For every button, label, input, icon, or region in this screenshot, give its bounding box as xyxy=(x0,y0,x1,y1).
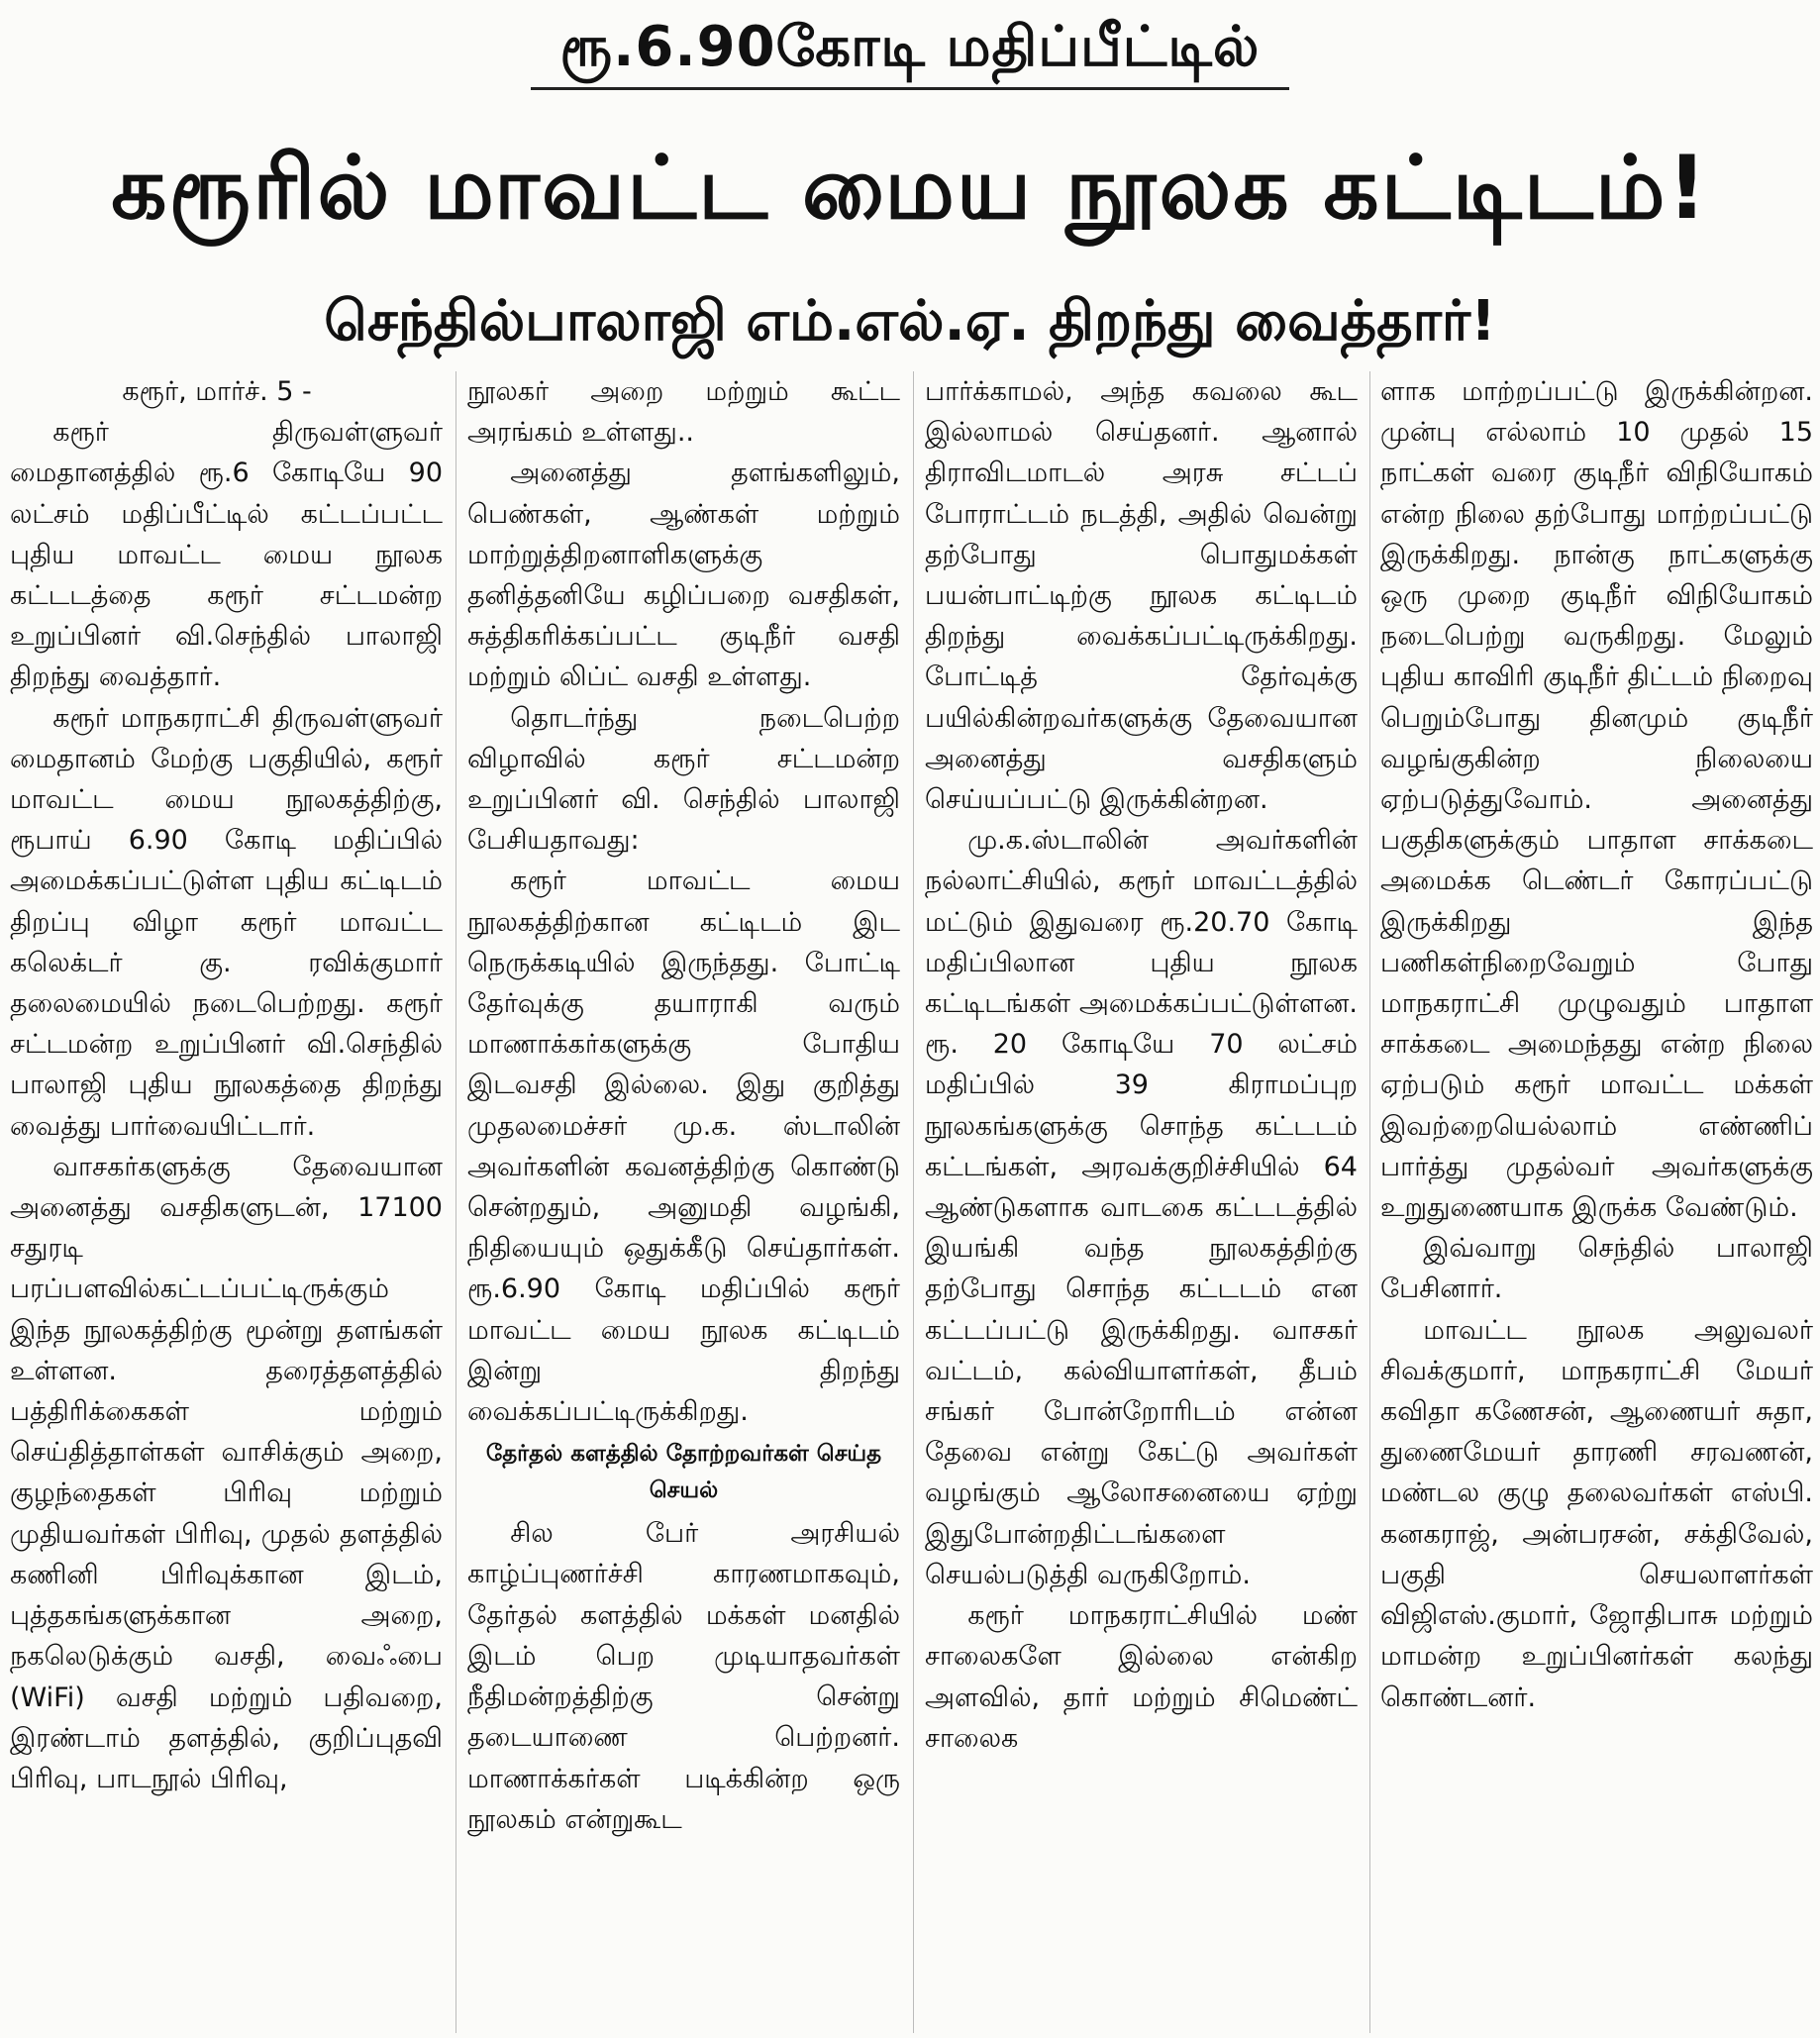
paragraph: தொடர்ந்து நடைபெற்ற விழாவில் கரூர் சட்டமன்ற உறுப்பினர் வி. செந்தில் பாலாஜி பேசியதாவது: xyxy=(467,702,900,857)
subheadline: செந்தில்பாலாஜி எம்.எல்.ஏ. திறந்து வைத்தார்! xyxy=(324,289,1496,354)
paragraph: கரூர் மாவட்ட மைய நூலகத்திற்கான கட்டிடம் இட நெருக்கடியில் இருந்தது. போட்டி தேர்வுக்கு தயாராகி வரும் மாணாக்கர்களுக்கு போதிய இடவசதி இல்லை. இது குறித்து முதலமைச்சர் மு.க. ஸ்டாலின் அவர்களின் கவனத்திற்கு கொண்டு சென்றதும், அனுமதி வழங்கி, நிதியையும் ஒதுக்கீடு செய்தார்கள். ரூ.6.90 கோடி மதிப்பில் கரூர் மாவட்ட மைய நூலக கட்டிடம் இன்று திறந்து வைக்கப்பட்டிருக்கிறது. xyxy=(467,866,900,1428)
paragraph: கரூர் மாநகராட்சி திருவள்ளுவர் மைதானம் மேற்கு பகுதியில், கரூர் மாவட்ட மைய நூலகத்திற்கு, ரூபாய் 6.90 கோடி மதிப்பில் அமைக்கப்பட்டுள்ள புதிய கட்டிடம் திறப்பு விழா கரூர் மாவட்ட கலெக்டர் கு. ரவிக்குமார் தலைமையில் நடைபெற்றது. கரூர் சட்டமன்ற உறுப்பினர் வி.செந்தில் பாலாஜி புதிய நூலகத்தை திறந்து வைத்து பார்வையிட்டார். xyxy=(10,702,443,1142)
article-body xyxy=(10,371,1813,2033)
paragraph: நூலகர் அறை மற்றும் கூட்ட அரங்கம் உள்ளது.. xyxy=(467,376,900,449)
kicker-text: ரூ.6.90கோடி மதிப்பீட்டில் xyxy=(531,8,1290,90)
paragraph: சில பேர் அரசியல் காழ்ப்புணர்ச்சி காரணமாகவும், தேர்தல் களத்தில் மக்கள் மனதில் இடம் பெற முடியாதவர்கள் நீதிமன்றத்திற்கு சென்று தடையாணை பெற்றனர். மாணாக்கர்கள் படிக்கின்ற ஒரு நூலகம் என்றுகூட xyxy=(467,1518,900,1835)
dateline: கரூர், மார்ச். 5 - xyxy=(122,376,312,407)
paragraph: அனைத்து தளங்களிலும், பெண்கள், ஆண்கள் மற்றும் மாற்றுத்திறனாளிகளுக்கு தனித்தனியே கழிப்பறை வசதிகள், சுத்திகரிக்கப்பட்ட குடிநீர் வசதி மற்றும் லிப்ட் வசதி உள்ளது. xyxy=(467,458,900,693)
paragraph: வாசகர்களுக்கு தேவையான அனைத்து வசதிகளுடன், 17100 சதுரடி பரப்பளவில்கட்டப்பட்டிருக்கும் இந்த நூலகத்திற்கு மூன்று தளங்கள் உள்ளன. தரைத்தளத்தில் பத்திரிக்கைகள் மற்றும் செய்தித்தாள்கள் வாசிக்கும் அறை, குழந்தைகள் பிரிவு மற்றும் முதியவர்கள் பிரிவு, முதல் தளத்தில் கணினி பிரிவுக்கான இடம், புத்தகங்களுக்கான அறை, நகலெடுக்கும் வசதி, வைஃபை (WiFi) வசதி மற்றும் பதிவறை, இரண்டாம் தளத்தில், குறிப்புதவி பிரிவு, பாடநூல் பிரிவு, xyxy=(10,1151,443,1794)
paragraph: கரூர் திருவள்ளுவர் மைதானத்தில் ரூ.6 கோடியே 90 லட்சம் மதிப்பீட்டில் கட்டப்பட்ட புதிய மாவட்ட மைய நூலக கட்டடத்தை கரூர் சட்டமன்ற உறுப்பினர் வி.செந்தில் பாலாஜி திறந்து வைத்தார். xyxy=(10,417,443,693)
paragraph: கரூர் மாநகராட்சியில் மண் சாலைகளே இல்லை என்கிற அளவில், தார் மற்றும் சிமெண்ட் சாலைக xyxy=(925,1600,1358,1754)
column-2 xyxy=(467,371,900,2033)
paragraph: பார்க்காமல், அந்த கவலை கூட இல்லாமல் செய்தனர். ஆனால் திராவிடமாடல் அரசு சட்டப் போராட்டம் நடத்தி, அதில் வென்று தற்போது பொதுமக்கள் பயன்பாட்டிற்கு நூலக கட்டிடம் திறந்து வைக்கப்பட்டிருக்கிறது. போட்டித் தேர்வுக்கு பயில்கின்றவர்களுக்கு தேவையான அனைத்து வசதிகளும் செய்யப்பட்டு இருக்கின்றன. xyxy=(925,376,1358,816)
paragraph: ளாக மாற்றப்பட்டு இருக்கின்றன. முன்பு எல்லாம் 10 முதல் 15 நாட்கள் வரை குடிநீர் விநியோகம் என்ற நிலை தற்போது மாற்றப்பட்டு இருக்கிறது. நான்கு நாட்களுக்கு ஒரு முறை குடிநீர் விநியோகம் நடைபெற்று வருகிறது. மேலும் புதிய காவிரி குடிநீர் திட்டம் நிறைவு பெறும்போது தினமும் குடிநீர் வழங்குகின்ற நிலையை ஏற்படுத்துவோம். அனைத்து பகுதிகளுக்கும் பாதாள சாக்கடை அமைக்க டெண்டர் கோரப்பட்டு இருக்கிறது இந்த பணிகள்நிறைவேறும் போது மாநகராட்சி முழுவதும் பாதாள சாக்கடை அமைந்தது என்ற நிலை ஏற்படும் கரூர் மாவட்ட மக்கள் இவற்றையெல்லாம் எண்ணிப் பார்த்து முதல்வர் அவர்களுக்கு உறுதுணையாக இருக்க வேண்டும். xyxy=(1380,376,1813,1224)
kicker xyxy=(0,8,1820,90)
column-4 xyxy=(1380,371,1813,2033)
column-1 xyxy=(10,371,443,2033)
paragraph: மு.க.ஸ்டாலின் அவர்களின் நல்லாட்சியில், கரூர் மாவட்டத்தில் மட்டும் இதுவரை ரூ.20.70 கோடி மதிப்பிலான புதிய நூலக கட்டிடங்கள் அமைக்கப்பட்டுள்ளன. ரூ. 20 கோடியே 70 லட்சம் மதிப்பில் 39 கிராமப்புற நூலகங்களுக்கு சொந்த கட்டடம் கட்டங்கள், அரவக்குறிச்சியில் 64 ஆண்டுகளாக வாடகை கட்டடத்தில் இயங்கி வந்த நூலகத்திற்கு தற்போது சொந்த கட்டடம் என கட்டப்பட்டு இருக்கிறது. வாசகர் வட்டம், கல்வியாளர்கள், தீபம் சங்கர் போன்றோரிடம் என்ன தேவை என்று கேட்டு அவர்கள் வழங்கும் ஆலோசனையை ஏற்று இதுபோன்றதிட்டங்களை செயல்படுத்தி வருகிறோம். xyxy=(925,825,1358,1590)
column-3 xyxy=(925,371,1358,2033)
headline: கரூரில் மாவட்ட மைய நூலக கட்டிடம்! xyxy=(111,137,1709,239)
paragraph: மாவட்ட நூலக அலுவலர் சிவக்குமார், மாநகராட்சி மேயர் கவிதா கணேசன், ஆணையர் சுதா, துணைமேயர் தாரணி சரவணன், மண்டல குழு தலைவர்கள் எஸ்பி. கனகராஜ், அன்பரசன், சக்திவேல், பகுதி செயலாளர்கள் விஜிஎஸ்.குமார், ஜோதிபாசு மற்றும் மாமன்ற உறுப்பினர்கள் கலந்து கொண்டனர். xyxy=(1380,1314,1813,1713)
paragraph: இவ்வாறு செந்தில் பாலாஜி பேசினார். xyxy=(1380,1233,1813,1305)
section-subheading: தேர்தல் களத்தில் தோற்றவர்கள் செய்த செயல் xyxy=(485,1441,882,1504)
